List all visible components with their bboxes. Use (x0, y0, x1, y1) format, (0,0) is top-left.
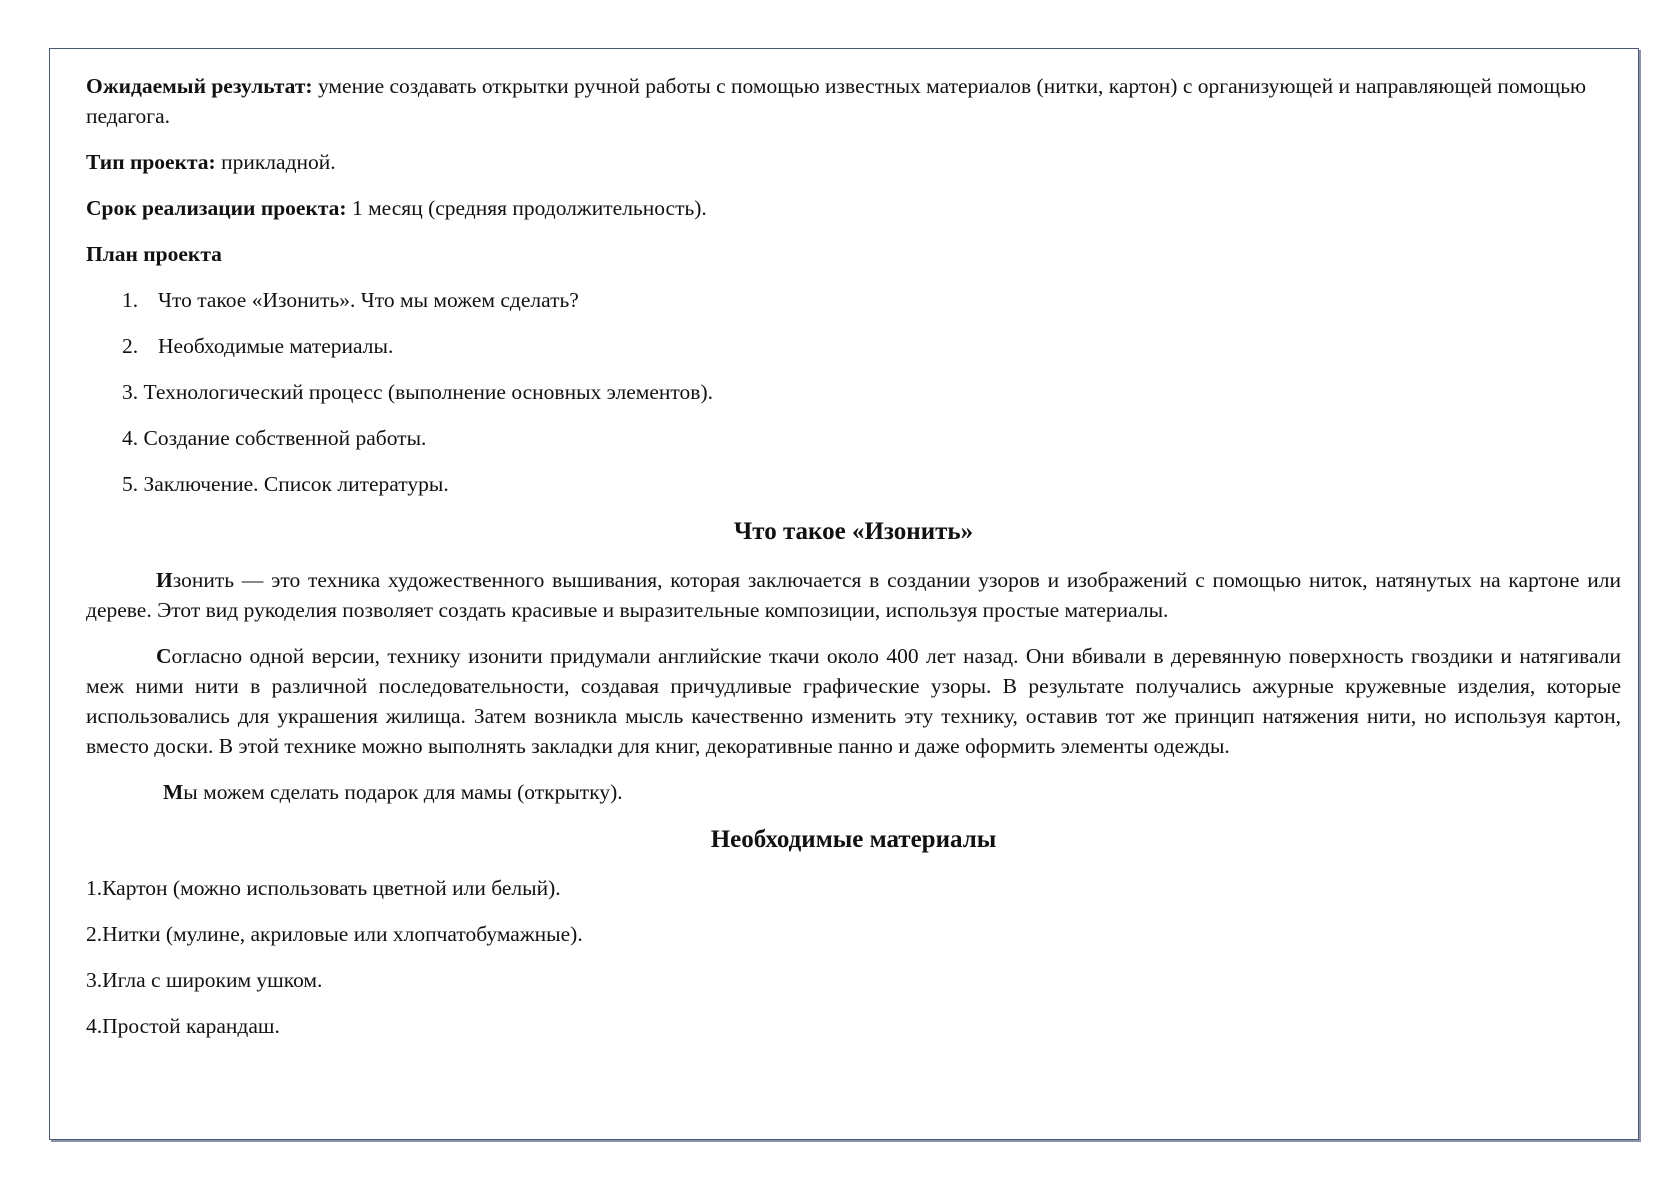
plan-item (86, 331, 1621, 361)
paragraph-initial: М (163, 780, 184, 804)
material-item: 1.Картон (можно использовать цветной или белый). (86, 876, 561, 900)
project-term-label: Срок реализации проекта: (86, 196, 347, 220)
plan-item-text: Необходимые материалы. (158, 334, 394, 358)
material-item: 3.Игла с широким ушком. (86, 968, 323, 992)
project-term-paragraph (86, 193, 1621, 223)
project-type-paragraph (86, 147, 1621, 177)
project-term-text: 1 месяц (средняя продолжительность). (346, 196, 707, 220)
izonit-definition-paragraph (86, 565, 1621, 625)
project-type-label: Тип проекта: (86, 150, 216, 174)
paragraph-text: зонить — это техника художественного вышивания, которая заключается в создании узоров и изображений с помощью ниток, натянутых на картоне или дереве. Этот вид рукоделия позволяет создать красивые и выразительные композиции, используя простые материалы. (86, 568, 1621, 622)
plan-item: 3. Технологический процесс (выполнение основных элементов). (122, 380, 713, 404)
expected-result-text: умение создавать открытки ручной работы с помощью известных материалов (нитки, картон) с организующей и направляющей помощью педагога. (86, 74, 1587, 128)
material-item: 2.Нитки (мулине, акриловые или хлопчатобумажные). (86, 922, 583, 946)
plan-item-number: 2. (122, 334, 139, 358)
paragraph-initial: С (156, 644, 172, 668)
gift-paragraph (86, 777, 1621, 807)
plan-item-text: Что такое «Изонить». Что мы можем сделать? (158, 288, 579, 312)
document-content (86, 71, 1621, 1057)
plan-item (86, 285, 1621, 315)
plan-item-number: 1. (122, 288, 139, 312)
paragraph-text: ы можем сделать подарок для мамы (открытку). (183, 780, 623, 804)
expected-result-paragraph (86, 71, 1621, 131)
project-type-text: прикладной. (215, 150, 336, 174)
plan-item: 5. Заключение. Список литературы. (122, 472, 449, 496)
section-heading-izonit: Что такое «Изонить» (733, 518, 974, 545)
section-heading-materials: Необходимые материалы (710, 826, 997, 853)
izonit-history-paragraph (86, 641, 1621, 761)
paragraph-text: огласно одной версии, технику изонити придумали английские ткачи около 400 лет назад. Они вбивали в деревянную поверхность гвоздики и натягивали меж ними нити в различной последовательности, создавая причудливые графические узоры. В результате получались ажурные кружевные изделия, которые использовались для украшения жилища. Затем возникла мысль качественно изменить эту технику, оставив тот же принцип натяжения нити, но используя картон, вместо доски. В этой технике можно выполнять закладки для книг, декоративные панно и даже оформить элементы одежды. (86, 644, 1621, 758)
plan-item: 4. Создание собственной работы. (122, 426, 427, 450)
paragraph-initial: И (156, 568, 173, 592)
material-item: 4.Простой карандаш. (86, 1014, 280, 1038)
expected-result-label: Ожидаемый результат: (86, 74, 313, 98)
plan-title: План проекта (86, 242, 222, 266)
